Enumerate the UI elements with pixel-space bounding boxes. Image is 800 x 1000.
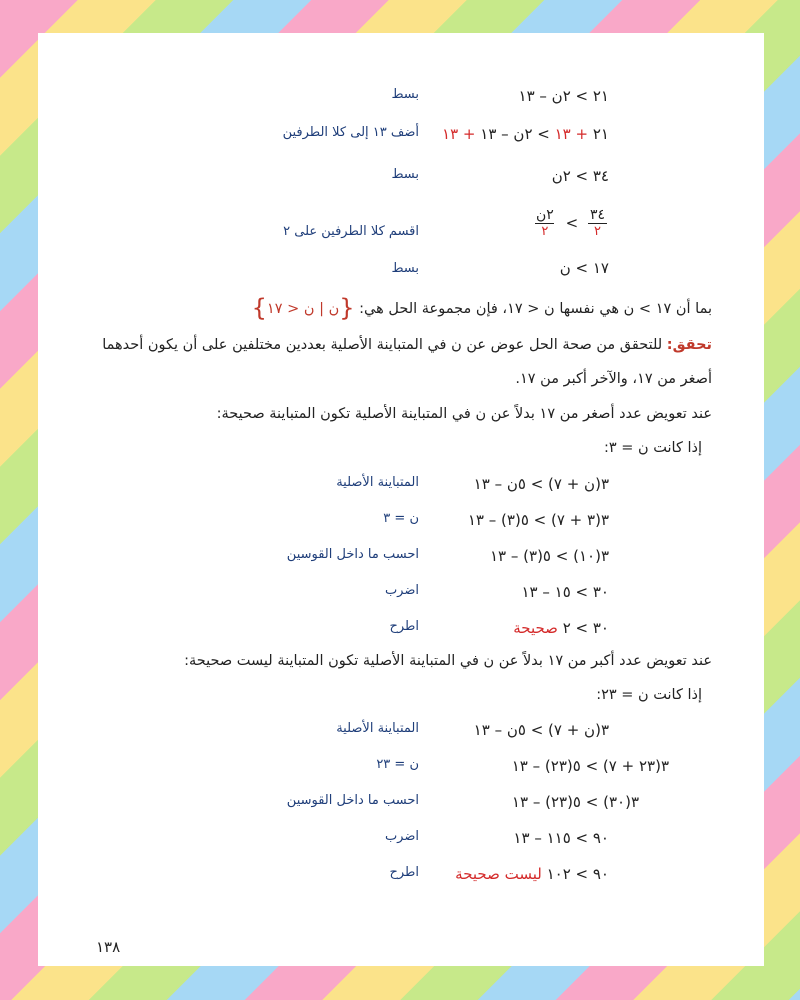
solution-set: ن | ن < ١٧ bbox=[266, 301, 340, 317]
larger-step-math: ٣(٣٠) > ٥(٢٣) – ١٣ bbox=[511, 793, 639, 811]
larger-step-label: اضرب bbox=[384, 829, 419, 844]
step-4-label: اقسم كلا الطرفين على ٢ bbox=[283, 224, 419, 239]
smaller-step-label: المتباينة الأصلية bbox=[336, 475, 419, 490]
textbook-page bbox=[38, 33, 764, 966]
smaller-intro: عند تعويض عدد أصغر من ١٧ بدلاً عن ن في المتباينة الأصلية تكون المتباينة صحيحة: bbox=[216, 406, 712, 422]
step-2-label: أضف ١٣ إلى كلا الطرفين bbox=[282, 125, 419, 140]
larger-intro: عند تعويض عدد أكبر من ١٧ بدلاً عن ن في المتباينة الأصلية تكون المتباينة ليست صحيحة: bbox=[184, 653, 712, 669]
smaller-step-label: ن = ٣ bbox=[383, 511, 419, 526]
step-5-label: بسط bbox=[391, 261, 419, 276]
fraction-left: $\frac{٣٤}{٢}$ bbox=[589, 207, 605, 239]
smaller-step-math: ٣(١٠) > ٥(٣) – ١٣ bbox=[489, 547, 609, 565]
smaller-step-label: اضرب bbox=[384, 583, 419, 598]
verdict-true: صحيحة bbox=[513, 619, 558, 637]
smaller-step-label: احسب ما داخل القوسين bbox=[286, 547, 419, 562]
larger-step-label: ن = ٢٣ bbox=[376, 757, 419, 772]
larger-step-math: ٩٠ > ١١٥ – ١٣ bbox=[513, 829, 609, 847]
fraction-right: $\frac{\text{٢ن}}{٢}$ bbox=[536, 207, 554, 239]
step-2-math: ٢١ + ١٣ > ٢ن – ١٣ + ١٣ bbox=[442, 125, 609, 143]
check-paragraph-line-1: تحقق: للتحقق من صحة الحل عوض عن ن في المتباينة الأصلية بعددين مختلفين على أن يكون أحدهما bbox=[102, 337, 712, 353]
larger-step-label: المتباينة الأصلية bbox=[336, 721, 419, 736]
smaller-step-math: ٣(٣ + ٧) > ٥(٣) – ١٣ bbox=[467, 511, 609, 529]
step-5-math: ١٧ > ن bbox=[559, 259, 609, 277]
smaller-step-label: اطرح bbox=[389, 619, 419, 634]
check-paragraph-line-2: أصغر من ١٧، والآخر أكبر من ١٧. bbox=[515, 371, 712, 387]
solution-sentence: بما أن ١٧ > ن هي نفسها ن < ١٧، فإن مجموعة الحل هي: {ن | ن < ١٧} bbox=[251, 294, 712, 322]
larger-step-label: اطرح bbox=[389, 865, 419, 880]
check-keyword: تحقق: bbox=[666, 337, 712, 353]
smaller-step-math: ٣(ن + ٧) > ٥ن – ١٣ bbox=[473, 475, 609, 493]
larger-step-label: احسب ما داخل القوسين bbox=[286, 793, 419, 808]
smaller-if: إذا كانت ن = ٣: bbox=[603, 440, 702, 456]
smaller-step-math: ٣٠ > ٢ صحيحة bbox=[513, 619, 609, 637]
step-1-math: ٢١ > ٢ن – ١٣ bbox=[518, 87, 609, 105]
step-4-math: $\frac{٣٤}{٢}$ > $\frac{\text{٢ن}}{٢}$ bbox=[536, 207, 605, 239]
larger-step-math: ٣(٢٣ + ٧) > ٥(٢٣) – ١٣ bbox=[511, 757, 669, 775]
smaller-step-math: ٣٠ > ١٥ – ١٣ bbox=[521, 583, 609, 601]
larger-if: إذا كانت ن = ٢٣: bbox=[596, 687, 702, 703]
verdict-false: ليست صحيحة bbox=[455, 865, 542, 883]
larger-step-math: ٣(ن + ٧) > ٥ن – ١٣ bbox=[473, 721, 609, 739]
step-3-label: بسط bbox=[391, 167, 419, 182]
step-1-label: بسط bbox=[391, 87, 419, 102]
step-3-math: ٣٤ > ٢ن bbox=[551, 167, 609, 185]
page-number: ١٣٨ bbox=[96, 938, 121, 956]
larger-step-math: ٩٠ > ١٠٢ ليست صحيحة bbox=[455, 865, 609, 883]
